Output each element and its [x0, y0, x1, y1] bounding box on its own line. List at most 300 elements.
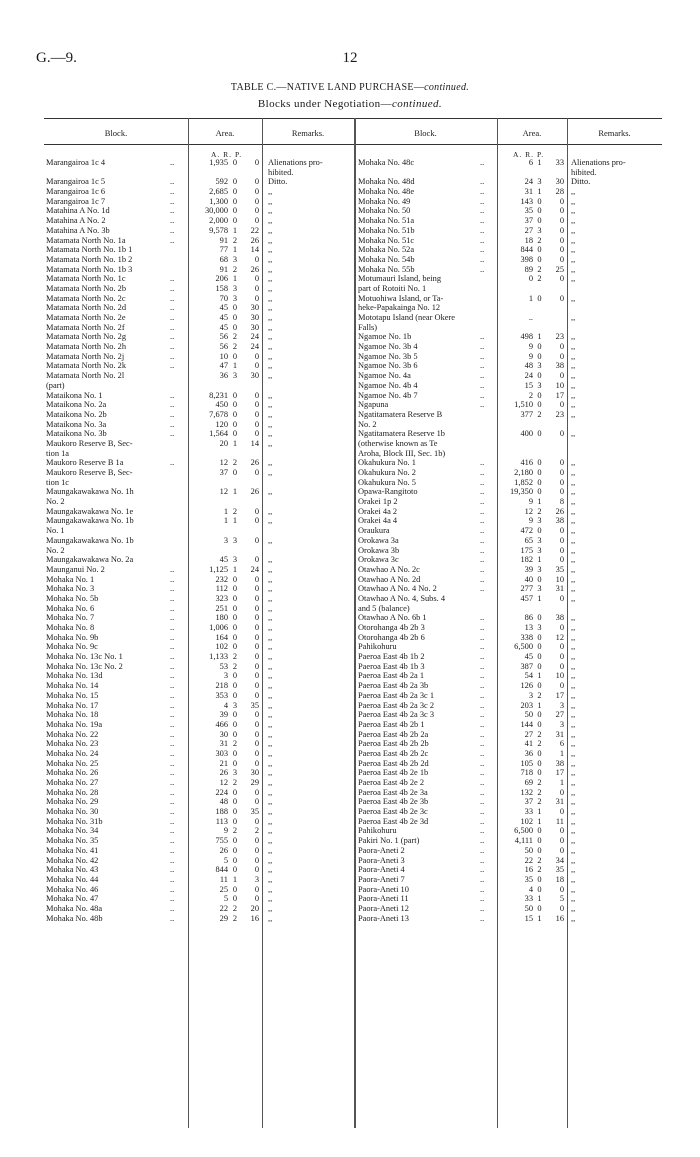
table-row — [0, 497, 700, 507]
leader-dots: .. — [170, 690, 175, 700]
remarks: ,, — [571, 681, 576, 691]
remarks: ,, — [571, 574, 576, 584]
area-acres: 102 — [520, 816, 533, 826]
remarks: ,, — [268, 700, 273, 710]
leader-dots: .. — [480, 845, 485, 855]
area-roods: 0 — [232, 400, 238, 410]
table-row — [0, 468, 700, 478]
header-bottom-rule — [44, 144, 662, 145]
remarks: ,, — [268, 807, 273, 817]
block-name: tion 1a — [46, 448, 70, 458]
block-name: Mohaka No. 13c No. 2 — [46, 661, 123, 671]
area-acres: 39 — [524, 564, 533, 574]
area-units-right: A. R. P. — [513, 150, 545, 159]
area-perches: 26 — [250, 458, 259, 468]
area-perches: 0 — [559, 884, 564, 894]
area-acres: 15 — [524, 380, 533, 390]
area-roods: 1 — [537, 700, 542, 710]
remarks: ,, — [268, 313, 273, 322]
table-subtitle — [0, 98, 700, 110]
table-title — [0, 82, 700, 93]
remarks: ,, — [268, 690, 273, 700]
area-perches: 0 — [254, 187, 259, 197]
area-perches: 20 — [250, 903, 259, 913]
leader-dots: .. — [480, 574, 485, 584]
area-perches: 1 — [559, 748, 564, 758]
area-perches: 0 — [254, 206, 259, 216]
leader-dots: .. — [170, 283, 175, 293]
area-perches: 0 — [559, 245, 564, 255]
remarks: ,, — [571, 584, 576, 594]
area-acres: 69 — [524, 778, 533, 787]
area-perches: 22 — [250, 225, 259, 235]
remarks: ,, — [268, 661, 273, 671]
area-acres: 718 — [520, 768, 533, 778]
area-perches: 30 — [250, 303, 259, 313]
table-row — [0, 458, 700, 468]
block-name: Otawhao A No. 6b 1 — [358, 613, 427, 623]
block-name: Mataikona No. 3a — [46, 419, 107, 429]
remarks: ,, — [571, 739, 576, 749]
area-acres: 400 — [520, 429, 533, 439]
area-acres: 12 — [524, 506, 533, 516]
remarks: ,, — [571, 196, 576, 206]
remarks: ,, — [268, 913, 273, 923]
area-perches: 0 — [559, 535, 564, 545]
col-header-block-left: Block. — [104, 128, 128, 138]
area-acres: 1,300 — [209, 196, 228, 206]
area-roods: 3 — [537, 545, 542, 555]
area-roods: 1 — [232, 361, 238, 371]
leader-dots: .. — [170, 739, 175, 749]
block-name: Paeroa East 4b 1b 3 — [358, 661, 425, 671]
area-perches: 0 — [254, 177, 259, 187]
area-acres: 498 — [520, 332, 533, 342]
area-roods: 2 — [537, 264, 542, 274]
area-acres: 2 — [528, 390, 533, 400]
area-acres: 1,564 — [209, 429, 228, 439]
block-name: Mohaka No. 46 — [46, 884, 99, 894]
leader-dots: .. — [480, 390, 485, 400]
block-name: Marangairoa 1c 4 — [46, 158, 106, 167]
area-acres: 3 — [223, 535, 228, 545]
table-row — [0, 168, 700, 178]
remarks: ,, — [571, 506, 576, 516]
area-roods: 0 — [537, 487, 542, 497]
leader-dots: .. — [170, 748, 175, 758]
remarks: ,, — [268, 429, 273, 439]
leader-dots: .. — [170, 700, 175, 710]
block-name: Orakei 4a 4 — [358, 516, 398, 526]
area-acres: 206 — [215, 274, 228, 284]
area-perches: 10 — [555, 574, 564, 584]
area-acres: 113 — [215, 816, 228, 826]
table-row — [0, 274, 700, 284]
block-name: Mohaka No. 7 — [46, 613, 95, 623]
leader-dots: .. — [480, 564, 485, 574]
area-acres: 45 — [524, 652, 533, 662]
block-name: Paeroa East 4b 2e 3c — [358, 807, 428, 817]
leader-dots: .. — [170, 642, 175, 652]
area-acres: 18 — [524, 235, 533, 245]
leader-dots: .. — [480, 671, 485, 681]
area-acres: 1,510 — [514, 400, 533, 410]
block-name: Matamata North No. 2h — [46, 342, 127, 352]
area-roods: 0 — [232, 187, 238, 197]
area-perches: 10 — [555, 671, 564, 681]
area-perches: 0 — [559, 826, 564, 836]
area-acres: 457 — [520, 593, 533, 603]
table-row — [0, 914, 700, 924]
leader-dots: .. — [480, 913, 485, 923]
table-row — [0, 826, 700, 836]
area-acres: 3 — [528, 690, 533, 700]
remarks: ,, — [268, 787, 273, 797]
leader-dots: .. — [170, 778, 175, 787]
area-roods: 1 — [232, 245, 238, 255]
area-acres: 323 — [215, 593, 228, 603]
remarks: ,, — [571, 526, 576, 536]
block-name: Marangairoa 1c 7 — [46, 196, 106, 206]
table-row — [0, 206, 700, 216]
remarks: ,, — [571, 874, 576, 884]
area-roods: 2 — [537, 506, 542, 516]
leader-dots: .. — [170, 216, 175, 226]
leader-dots: .. — [480, 836, 485, 846]
area-acres: 4,111 — [514, 836, 533, 846]
remarks: ,, — [571, 593, 576, 603]
leader-dots: .. — [480, 487, 485, 497]
block-name: Okahukura No. 1 — [358, 458, 416, 468]
leader-dots: .. — [480, 797, 485, 807]
area-roods: 3 — [537, 535, 542, 545]
block-name: Pahikohuru — [358, 642, 397, 652]
block-name: Mohaka No. 27 — [46, 778, 99, 787]
right-rows — [0, 154, 700, 923]
area-acres: 144 — [520, 719, 533, 729]
table-row — [0, 323, 700, 333]
area-perches: 0 — [254, 613, 259, 623]
table-title-cont: continued. — [424, 82, 470, 93]
area-roods: 1 — [537, 671, 542, 681]
area-roods: 0 — [232, 632, 238, 642]
remarks: ,, — [571, 409, 576, 419]
area-acres: 182 — [520, 555, 533, 565]
remarks: ,, — [571, 390, 576, 400]
block-name: Paeroa East 4b 2a 1 — [358, 671, 425, 681]
area-perches: 0 — [559, 206, 564, 216]
right-table-half — [0, 150, 700, 923]
remarks: ,, — [268, 196, 273, 206]
area-perches: 31 — [555, 797, 564, 807]
leader-dots: .. — [480, 206, 485, 216]
block-name: Matamata North No. 2b — [46, 283, 127, 293]
area-acres: 22 — [219, 903, 228, 913]
area-perches: 0 — [254, 216, 259, 226]
area-roods: 0 — [537, 826, 542, 836]
remarks: ,, — [571, 371, 576, 381]
area-roods: 0 — [232, 623, 238, 632]
remarks: ,, — [268, 303, 273, 313]
area-perches: 10 — [555, 380, 564, 390]
area-roods: 0 — [232, 865, 238, 875]
remarks: ,, — [268, 739, 273, 749]
table-row — [0, 361, 700, 371]
area-perches: 0 — [254, 409, 259, 419]
leader-dots: .. — [170, 419, 175, 429]
remarks: ,, — [571, 661, 576, 671]
area-acres: 37 — [524, 797, 533, 807]
area-perches: 17 — [555, 768, 564, 778]
block-name: Paeroa East 4b 2e 1b — [358, 768, 429, 778]
leader-dots: .. — [480, 739, 485, 749]
block-name: Mohaka No. 48c — [358, 158, 415, 167]
block-name: Matamata North No. 1a — [46, 235, 126, 245]
area-perches: 0 — [559, 903, 564, 913]
table-row — [0, 439, 700, 449]
leader-dots: .. — [480, 400, 485, 410]
area-perches: 30 — [250, 313, 259, 322]
remarks: ,, — [268, 778, 273, 787]
block-name: Matamata North No. 1b 3 — [46, 264, 133, 274]
area-acres: 592 — [215, 177, 228, 187]
area-acres: 377 — [520, 409, 533, 419]
area-perches: 0 — [254, 729, 259, 739]
area-acres: 164 — [215, 632, 228, 642]
area-roods: 1 — [537, 332, 542, 342]
area-perches: 0 — [254, 584, 259, 594]
area-perches: 38 — [555, 758, 564, 768]
area-roods: 0 — [232, 584, 238, 594]
area-acres: 24 — [524, 177, 533, 187]
area-roods: 3 — [537, 584, 542, 594]
area-perches: 31 — [555, 729, 564, 739]
remarks: ,, — [268, 748, 273, 758]
area-perches: 0 — [254, 429, 259, 439]
area-roods: 0 — [537, 836, 542, 846]
area-roods: 1 — [232, 516, 238, 526]
leader-dots: .. — [170, 623, 175, 632]
remarks: ,, — [268, 865, 273, 875]
leader-dots: .. — [480, 748, 485, 758]
area-roods: 0 — [232, 177, 238, 187]
area-acres: 1,935 — [209, 158, 228, 167]
block-name: Paeroa East 4b 2a 3c 1 — [358, 690, 435, 700]
area-acres: 175 — [520, 545, 533, 555]
area-perches: 26 — [250, 487, 259, 497]
block-name: (part) — [46, 380, 65, 390]
area-acres: 132 — [520, 787, 533, 797]
area-acres: 91 — [219, 264, 228, 274]
area-perches: 0 — [254, 351, 259, 361]
table-row — [0, 846, 700, 856]
leader-dots: .. — [170, 826, 175, 836]
area-acres: 56 — [219, 342, 228, 352]
remarks: ,, — [268, 400, 273, 410]
area-perches: 0 — [559, 351, 564, 361]
table-row — [0, 604, 700, 614]
col-header-area-right: Area. — [522, 128, 542, 138]
area-perches: 31 — [555, 584, 564, 594]
leader-dots: .. — [480, 342, 485, 352]
area-roods: 0 — [537, 351, 542, 361]
remarks: ,, — [268, 245, 273, 255]
area-perches: 0 — [254, 361, 259, 371]
area-acres: 53 — [219, 661, 228, 671]
area-perches: 0 — [254, 671, 259, 681]
area-perches: 35 — [555, 564, 564, 574]
leader-dots: .. — [480, 535, 485, 545]
leader-dots: .. — [170, 225, 175, 235]
table-row — [0, 420, 700, 430]
leader-dots: .. — [480, 826, 485, 836]
remarks: ,, — [571, 206, 576, 216]
area-acres: 91 — [219, 235, 228, 245]
remarks: Alienations pro- — [268, 158, 323, 167]
remarks: ,, — [571, 555, 576, 565]
area-acres: 277 — [520, 584, 533, 594]
leader-dots: .. — [480, 477, 485, 487]
leader-dots: .. — [170, 322, 175, 332]
remarks: ,, — [571, 429, 576, 439]
area-acres: 6,500 — [514, 826, 533, 836]
block-name: Motumauri Island, being — [358, 274, 442, 284]
remarks: ,, — [268, 623, 273, 632]
area-perches: 0 — [254, 555, 259, 565]
remarks: ,, — [571, 216, 576, 226]
block-name: Matamata North No. 2l — [46, 371, 125, 381]
area-acres: 35 — [524, 874, 533, 884]
block-name: Mohaka No. 14 — [46, 681, 99, 691]
remarks: ,, — [268, 254, 273, 264]
col-header-block-right: Block. — [414, 128, 437, 138]
block-name: Matamata North No. 2e — [46, 313, 126, 322]
area-acres: 45 — [219, 313, 228, 322]
leader-dots: .. — [480, 719, 485, 729]
leader-dots: .. — [170, 632, 175, 642]
area-roods: 2 — [537, 855, 542, 865]
area-acres: 40 — [524, 574, 533, 584]
block-name: heke-Papakainga No. 12 — [358, 303, 441, 313]
area-roods: 1 — [232, 564, 238, 574]
area-perches: 0 — [254, 661, 259, 671]
area-perches: 2 — [254, 826, 259, 836]
table-row — [0, 449, 700, 459]
leader-dots: .. — [480, 787, 485, 797]
remarks: ,, — [571, 187, 576, 197]
area-acres: 30 — [219, 729, 228, 739]
remarks: ,, — [268, 487, 273, 497]
table-row — [0, 759, 700, 769]
leader-dots: .. — [170, 661, 175, 671]
leader-dots: .. — [170, 807, 175, 817]
table-row — [0, 875, 700, 885]
block-name: Mataikona No. 1 — [46, 390, 103, 400]
table-row — [0, 342, 700, 352]
area-roods: 0 — [537, 206, 542, 216]
area-roods: 0 — [537, 681, 542, 691]
area-roods: 0 — [537, 342, 542, 352]
remarks: ,, — [268, 564, 273, 574]
block-name: No. 2 — [46, 497, 65, 507]
area-acres: 398 — [520, 254, 533, 264]
area-roods: 3 — [232, 535, 238, 545]
remarks: ,, — [571, 516, 576, 526]
block-name: Matahina A No. 3b — [46, 225, 110, 235]
area-perches: 0 — [254, 719, 259, 729]
block-name: Mohaka No. 52a — [358, 245, 415, 255]
area-perches: 0 — [254, 593, 259, 603]
remarks: ,, — [571, 293, 576, 303]
table-row — [0, 739, 700, 749]
leader-dots: .. — [480, 254, 485, 264]
remarks: ,, — [268, 758, 273, 768]
area-acres: 13 — [524, 623, 533, 632]
remarks: ,, — [268, 322, 273, 332]
area-perches: 24 — [250, 342, 259, 352]
area-acres: 68 — [219, 254, 228, 264]
block-name: Paeroa East 4b 2e 2 — [358, 778, 425, 787]
remarks: ,, — [571, 254, 576, 264]
area-acres: 755 — [215, 836, 228, 846]
area-acres: 48 — [524, 361, 533, 371]
area-roods: 0 — [232, 593, 238, 603]
area-roods: 0 — [232, 884, 238, 894]
area-acres: 50 — [524, 710, 533, 720]
leader-dots: .. — [170, 303, 175, 313]
block-name: Matamata North No. 2d — [46, 303, 127, 313]
area-perches: 0 — [559, 623, 564, 632]
table-row — [0, 817, 700, 827]
area-acres: 188 — [215, 807, 228, 817]
area-acres: 77 — [219, 245, 228, 255]
leader-dots: .. — [170, 603, 175, 613]
area-roods: 1 — [232, 225, 238, 235]
leader-dots: .. — [170, 855, 175, 865]
area-roods: 3 — [537, 623, 542, 632]
block-name: Mohaka No. 31b — [46, 816, 103, 826]
area-perches: 0 — [559, 477, 564, 487]
area-roods: 0 — [232, 797, 238, 807]
leader-dots: .. — [480, 903, 485, 913]
remarks: ,, — [268, 342, 273, 352]
area-acres: 203 — [520, 700, 533, 710]
table-row — [0, 788, 700, 798]
area-roods: 0 — [232, 719, 238, 729]
area-roods: 0 — [537, 613, 542, 623]
leader-dots: .. — [170, 235, 175, 245]
area-perches: 26 — [250, 264, 259, 274]
area-roods: 0 — [537, 661, 542, 671]
table-row — [0, 516, 700, 526]
area-perches: 30 — [250, 768, 259, 778]
area-perches: 5 — [559, 894, 564, 904]
table-row — [0, 749, 700, 759]
leader-dots: .. — [170, 884, 175, 894]
leader-dots: .. — [170, 274, 175, 284]
area-acres: 844 — [215, 865, 228, 875]
remarks: ,, — [268, 729, 273, 739]
area-perches: 0 — [559, 836, 564, 846]
area-acres: 50 — [524, 903, 533, 913]
remarks: Alienations pro- — [571, 158, 626, 167]
block-name: Mohaka No. 29 — [46, 797, 99, 807]
area-perches: 0 — [254, 816, 259, 826]
area-acres: 45 — [219, 303, 228, 313]
area-roods: 0 — [537, 903, 542, 913]
remarks: ,, — [571, 855, 576, 865]
remarks: ,, — [571, 719, 576, 729]
